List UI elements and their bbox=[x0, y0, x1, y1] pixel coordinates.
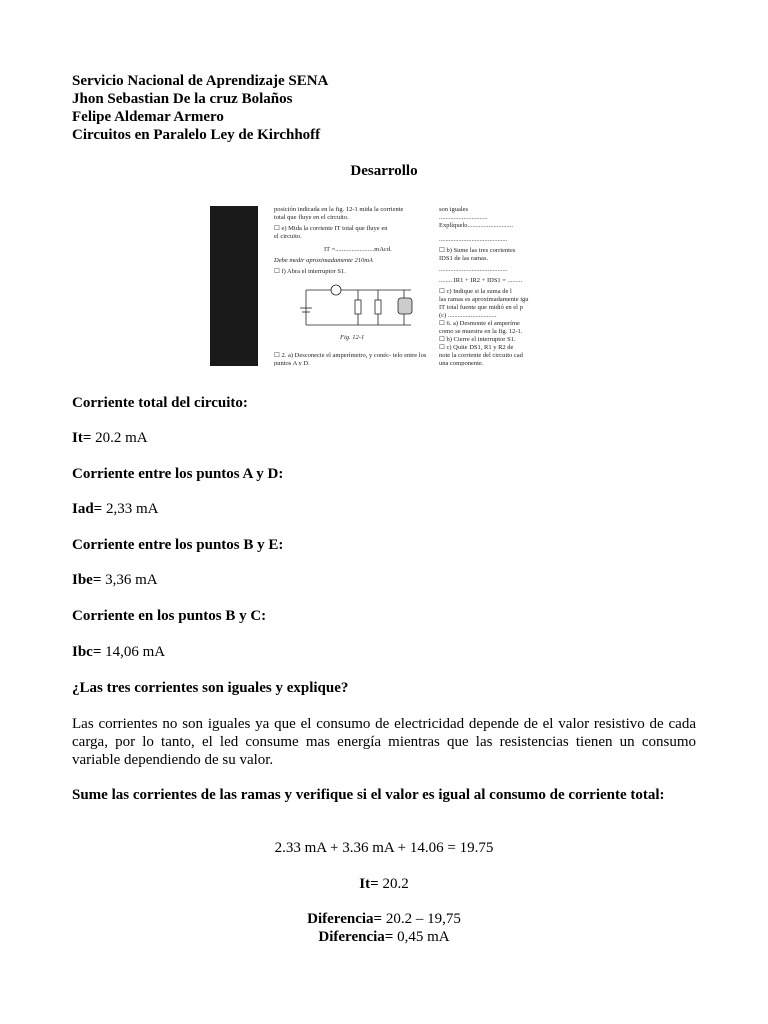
document-header bbox=[72, 72, 328, 144]
question-sum-currents: Sume las corrientes de las ramas y verifique si el valor es igual al consumo de corriente total: bbox=[72, 787, 665, 803]
answer-total-current: It= 20.2 mA bbox=[72, 430, 148, 446]
scanned-worksheet-image bbox=[210, 206, 544, 366]
header-institution: Servicio Nacional de Aprendizaje SENA bbox=[72, 73, 329, 89]
section-title: Desarrollo bbox=[350, 163, 418, 179]
scan-dark-edge bbox=[210, 206, 258, 366]
question-currents-equal: ¿Las tres corrientes son iguales y explique? bbox=[72, 680, 349, 696]
header-author-1: Jhon Sebastian De la cruz Bolaños bbox=[72, 91, 293, 107]
circuit-diagram-icon bbox=[296, 280, 416, 332]
explanation-paragraph: Las corrientes no son iguales ya que el consumo de electricidad depende de el valor resistivo de cada carga, por lo tanto, el led consume mas energía mientras que las resistencias tienen un consumo variable dependiendo de su valor. bbox=[72, 716, 696, 768]
answer-current-bc: Ibc= 14,06 mA bbox=[72, 644, 166, 660]
figure-caption: Fig. 12-1 bbox=[340, 334, 365, 341]
header-author-2: Felipe Aldemar Armero bbox=[72, 109, 224, 125]
answer-current-ad: Iad= 2,33 mA bbox=[72, 501, 159, 517]
calc-difference: Diferencia= 20.2 – 19,75 bbox=[307, 911, 461, 927]
answer-current-be: Ibe= 3,36 mA bbox=[72, 572, 158, 588]
question-current-be: Corriente entre los puntos B y E: bbox=[72, 537, 284, 553]
scan-column-left: posición indicada en la fig. 12-1 mida la corriente total que fluye en el circuito. ☐ e) Mida la corriente IT total que fluye en el circuito. IT =........................mAcd. Debe medir aproximadamente 210mA ☐ f) Abra el interruptor S1. bbox=[274, 206, 404, 275]
question-total-current: Corriente total del circuito: bbox=[72, 395, 248, 411]
scan-column-right: son iguales .............................. Explíquelo............................ .......................................... ☐ b) Sume las tres corrientes IDS1 de las ramas. .......................................... ........ IR1 + IR2 + IDS1 = ......... ☐ c) Indique si la suma de l las ramas es aproximadamente igu IT total fuente que midió en el p (c) .............................. ☐ 6. a) Desmonte el amperíme como se muestra en la fig. 12-1. ☐ b) Cierre el interruptor S1. ☐ c) Quite DS1, R1 y R2 de note la corriente del circuito cad una componente. bbox=[439, 206, 529, 366]
question-current-ad: Corriente entre los puntos A y D: bbox=[72, 466, 284, 482]
scan-bottom-text: ☐ 2. a) Desconecte el amperímetro, y conéc- telo entre los puntos A y D. bbox=[274, 352, 427, 366]
calc-sum: 2.33 mA + 3.36 mA + 14.06 = 19.75 bbox=[274, 840, 494, 856]
calc-difference-result: Diferencia= 0,45 mA bbox=[318, 929, 450, 945]
question-current-bc: Corriente en los puntos B y C: bbox=[72, 608, 267, 624]
calc-total: It= 20.2 bbox=[359, 876, 409, 892]
header-subject: Circuitos en Paralelo Ley de Kirchhoff bbox=[72, 127, 321, 143]
